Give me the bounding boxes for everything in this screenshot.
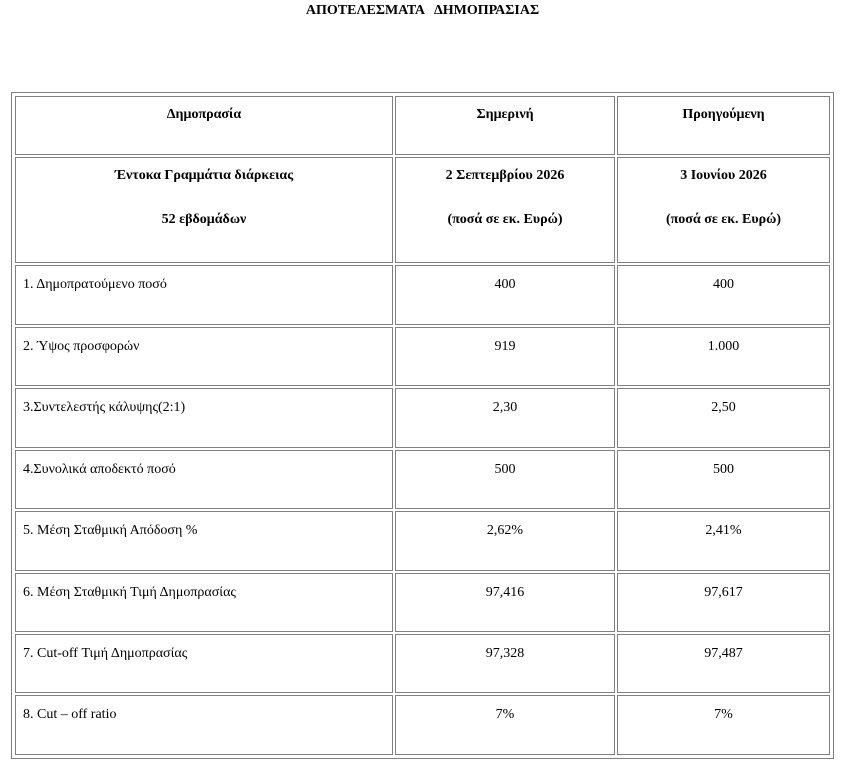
instrument-duration: 52 εβδομάδων xyxy=(161,212,247,228)
results-table xyxy=(11,92,834,759)
subheader-cell-instrument xyxy=(15,157,393,263)
row-previous-value: 500 xyxy=(617,450,830,509)
row-label: 6. Μέση Σταθμική Τιμή Δημοπρασίας xyxy=(15,573,393,632)
table-row xyxy=(15,265,830,324)
previous-units: (ποσά σε εκ. Ευρώ) xyxy=(665,212,782,228)
row-current-value: 97,416 xyxy=(395,573,615,632)
header-cell-current: Σημερινή xyxy=(395,96,615,155)
table-row xyxy=(15,634,830,693)
row-current-value: 2,62% xyxy=(395,511,615,570)
row-label: 8. Cut – off ratio xyxy=(15,695,393,755)
row-previous-value: 97,617 xyxy=(617,573,830,632)
previous-date: 3 Ιουνίου 2026 xyxy=(680,168,767,184)
table-row xyxy=(15,511,830,570)
row-current-value: 97,328 xyxy=(395,634,615,693)
current-units: (ποσά σε εκ. Ευρώ) xyxy=(447,212,563,228)
row-label: 2. Ύψος προσφορών xyxy=(15,327,393,386)
row-previous-value: 400 xyxy=(617,265,830,324)
row-label: 7. Cut-off Τιμή Δημοπρασίας xyxy=(15,634,393,693)
row-current-value: 7% xyxy=(395,695,615,755)
results-table-grid xyxy=(13,94,832,757)
row-previous-value: 7% xyxy=(617,695,830,755)
row-label: 5. Μέση Σταθμική Απόδοση % xyxy=(15,511,393,570)
page-title: ΑΠΟΤΕΛΕΣΜΑΤΑ ΔΗΜΟΠΡΑΣΙΑΣ xyxy=(305,3,540,18)
row-previous-value: 2,50 xyxy=(617,388,830,447)
row-label: 4.Συνολικά αποδεκτό ποσό xyxy=(15,450,393,509)
instrument-name: Έντοκα Γραμμάτια διάρκειας xyxy=(114,168,294,184)
table-row xyxy=(15,450,830,509)
row-previous-value: 1.000 xyxy=(617,327,830,386)
row-current-value: 500 xyxy=(395,450,615,509)
subheader-cell-current xyxy=(395,157,615,263)
table-row xyxy=(15,388,830,447)
row-current-value: 2,30 xyxy=(395,388,615,447)
row-current-value: 919 xyxy=(395,327,615,386)
row-label: 3.Συντελεστής κάλυψης(2:1) xyxy=(15,388,393,447)
row-current-value: 400 xyxy=(395,265,615,324)
header-cell-auction: Δημοπρασία xyxy=(15,96,393,155)
table-subheader-row xyxy=(15,157,830,263)
row-previous-value: 97,487 xyxy=(617,634,830,693)
row-label: 1. Δημοπρατούμενο ποσό xyxy=(15,265,393,324)
table-row xyxy=(15,695,830,755)
current-date: 2 Σεπτεμβρίου 2026 xyxy=(445,168,565,184)
subheader-cell-previous xyxy=(617,157,830,263)
table-row xyxy=(15,573,830,632)
header-cell-previous: Προηγούμενη xyxy=(617,96,830,155)
table-row xyxy=(15,327,830,386)
row-previous-value: 2,41% xyxy=(617,511,830,570)
table-header-row xyxy=(15,96,830,155)
